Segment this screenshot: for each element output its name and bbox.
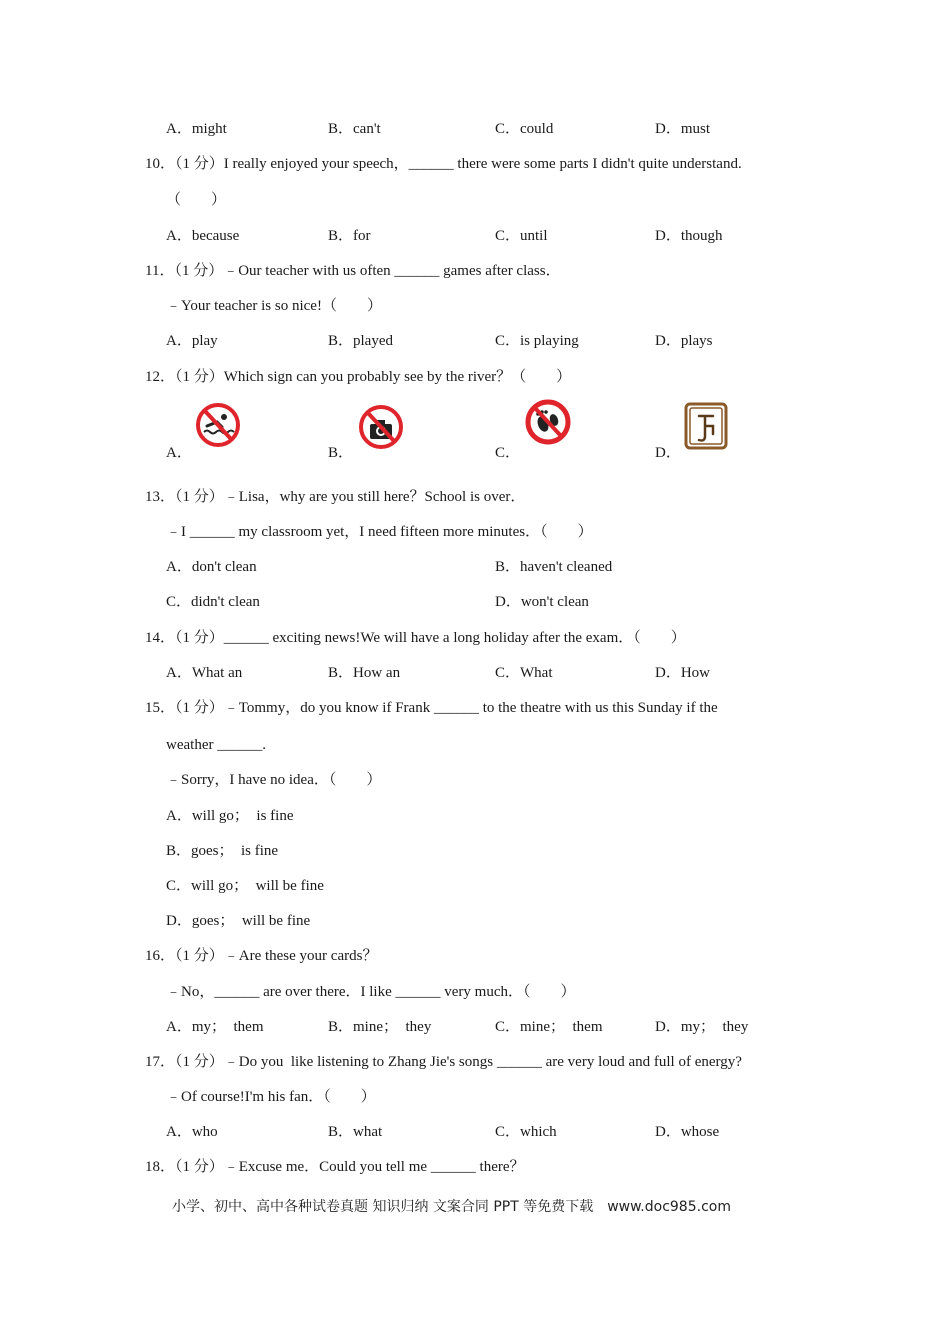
- q12-option-a[interactable]: A．: [166, 445, 192, 461]
- no-photography-icon: [358, 403, 404, 453]
- q14-option-c[interactable]: C．What: [495, 665, 553, 681]
- q17-option-d[interactable]: D．whose: [655, 1124, 720, 1140]
- q16-option-b[interactable]: B．mine； they: [328, 1019, 432, 1035]
- q15-option-d[interactable]: D．goes； will be fine: [166, 913, 311, 929]
- q13-reply: ﹣I ______ my classroom yet，I need fifteen more minutes．（ ）: [166, 524, 593, 540]
- q16-stem: 16．（1 分）﹣Are these your cards？: [145, 948, 378, 964]
- q13-option-a[interactable]: A．don't clean: [166, 559, 257, 575]
- q15-stem: 15．（1 分）﹣Tommy，do you know if Frank ______ to the theatre with us this Sunday if the: [145, 700, 718, 716]
- q11-option-d[interactable]: D．plays: [655, 333, 713, 349]
- q11-option-b[interactable]: B．played: [328, 333, 393, 349]
- no-walking-icon: [525, 398, 571, 448]
- q14-option-b[interactable]: B．How an: [328, 665, 401, 681]
- q10-option-b[interactable]: B．for: [328, 228, 371, 244]
- q13-option-d[interactable]: D．won't clean: [495, 594, 589, 610]
- q12-option-c[interactable]: C．: [495, 445, 521, 461]
- q15-option-c[interactable]: C．will go； will be fine: [166, 878, 324, 894]
- q17-option-b[interactable]: B．what: [328, 1124, 383, 1140]
- q9-option-c[interactable]: C．could: [495, 121, 554, 137]
- q16-option-a[interactable]: A．my； them: [166, 1019, 264, 1035]
- q11-option-c[interactable]: C．is playing: [495, 333, 579, 349]
- q16-option-d[interactable]: D．my； they: [655, 1019, 749, 1035]
- q10-answer-paren: （ ）: [166, 192, 227, 208]
- q12-option-b[interactable]: B．: [328, 445, 354, 461]
- q15-reply: ﹣Sorry，I have no idea．（ ）: [166, 772, 382, 788]
- q13-stem: 13．（1 分）﹣Lisa，why are you still here？School is over．: [145, 489, 526, 505]
- q18-stem: 18．（1 分）﹣Excuse me．Could you tell me ______ there？: [145, 1159, 525, 1175]
- q16-reply: ﹣No，______ are over there．I like ______ very much．（ ）: [166, 984, 576, 1000]
- q10-option-c[interactable]: C．until: [495, 228, 548, 244]
- q11-option-a[interactable]: A．play: [166, 333, 218, 349]
- q12-option-d[interactable]: D．: [655, 445, 681, 461]
- q14-option-a[interactable]: A．What an: [166, 665, 243, 681]
- footer-download-note: 小学、初中、高中各种试卷真题 知识归纳 文案合同 PPT 等免费下载 www.doc985.com: [172, 1199, 731, 1215]
- q17-option-c[interactable]: C．which: [495, 1124, 557, 1140]
- hand-sign-icon: [683, 402, 729, 452]
- q14-stem: 14．（1 分）______ exciting news!We will have a long holiday after the exam．（ ）: [145, 630, 686, 646]
- q17-reply: ﹣Of course!I'm his fan．（ ）: [166, 1089, 376, 1105]
- q16-option-c[interactable]: C．mine； them: [495, 1019, 603, 1035]
- q10-stem: 10．（1 分）I really enjoyed your speech，______ there were some parts I didn't quite understand.: [145, 156, 742, 172]
- q15-stem-continued: weather ______.: [166, 737, 266, 753]
- q15-option-b[interactable]: B．goes； is fine: [166, 843, 279, 859]
- q17-stem: 17．（1 分）﹣Do you like listening to Zhang Jie's songs ______ are very loud and full of energy?: [145, 1054, 742, 1070]
- q9-option-b[interactable]: B．can't: [328, 121, 381, 137]
- q10-option-d[interactable]: D．though: [655, 228, 723, 244]
- q13-option-b[interactable]: B．haven't cleaned: [495, 559, 613, 575]
- q9-option-d[interactable]: D．must: [655, 121, 711, 137]
- q10-option-a[interactable]: A．because: [166, 228, 240, 244]
- q11-stem: 11．（1 分）﹣Our teacher with us often ______ games after class．: [145, 263, 561, 279]
- q15-option-a[interactable]: A．will go； is fine: [166, 808, 294, 824]
- q17-option-a[interactable]: A．who: [166, 1124, 218, 1140]
- q14-option-d[interactable]: D．How: [655, 665, 710, 681]
- q9-option-a[interactable]: A．might: [166, 121, 227, 137]
- q12-stem: 12．（1 分）Which sign can you probably see by the river？（ ）: [145, 369, 572, 385]
- q13-option-c[interactable]: C．didn't clean: [166, 594, 260, 610]
- q11-reply: ﹣Your teacher is so nice!（ ）: [166, 298, 382, 314]
- no-swimming-icon: [195, 400, 241, 450]
